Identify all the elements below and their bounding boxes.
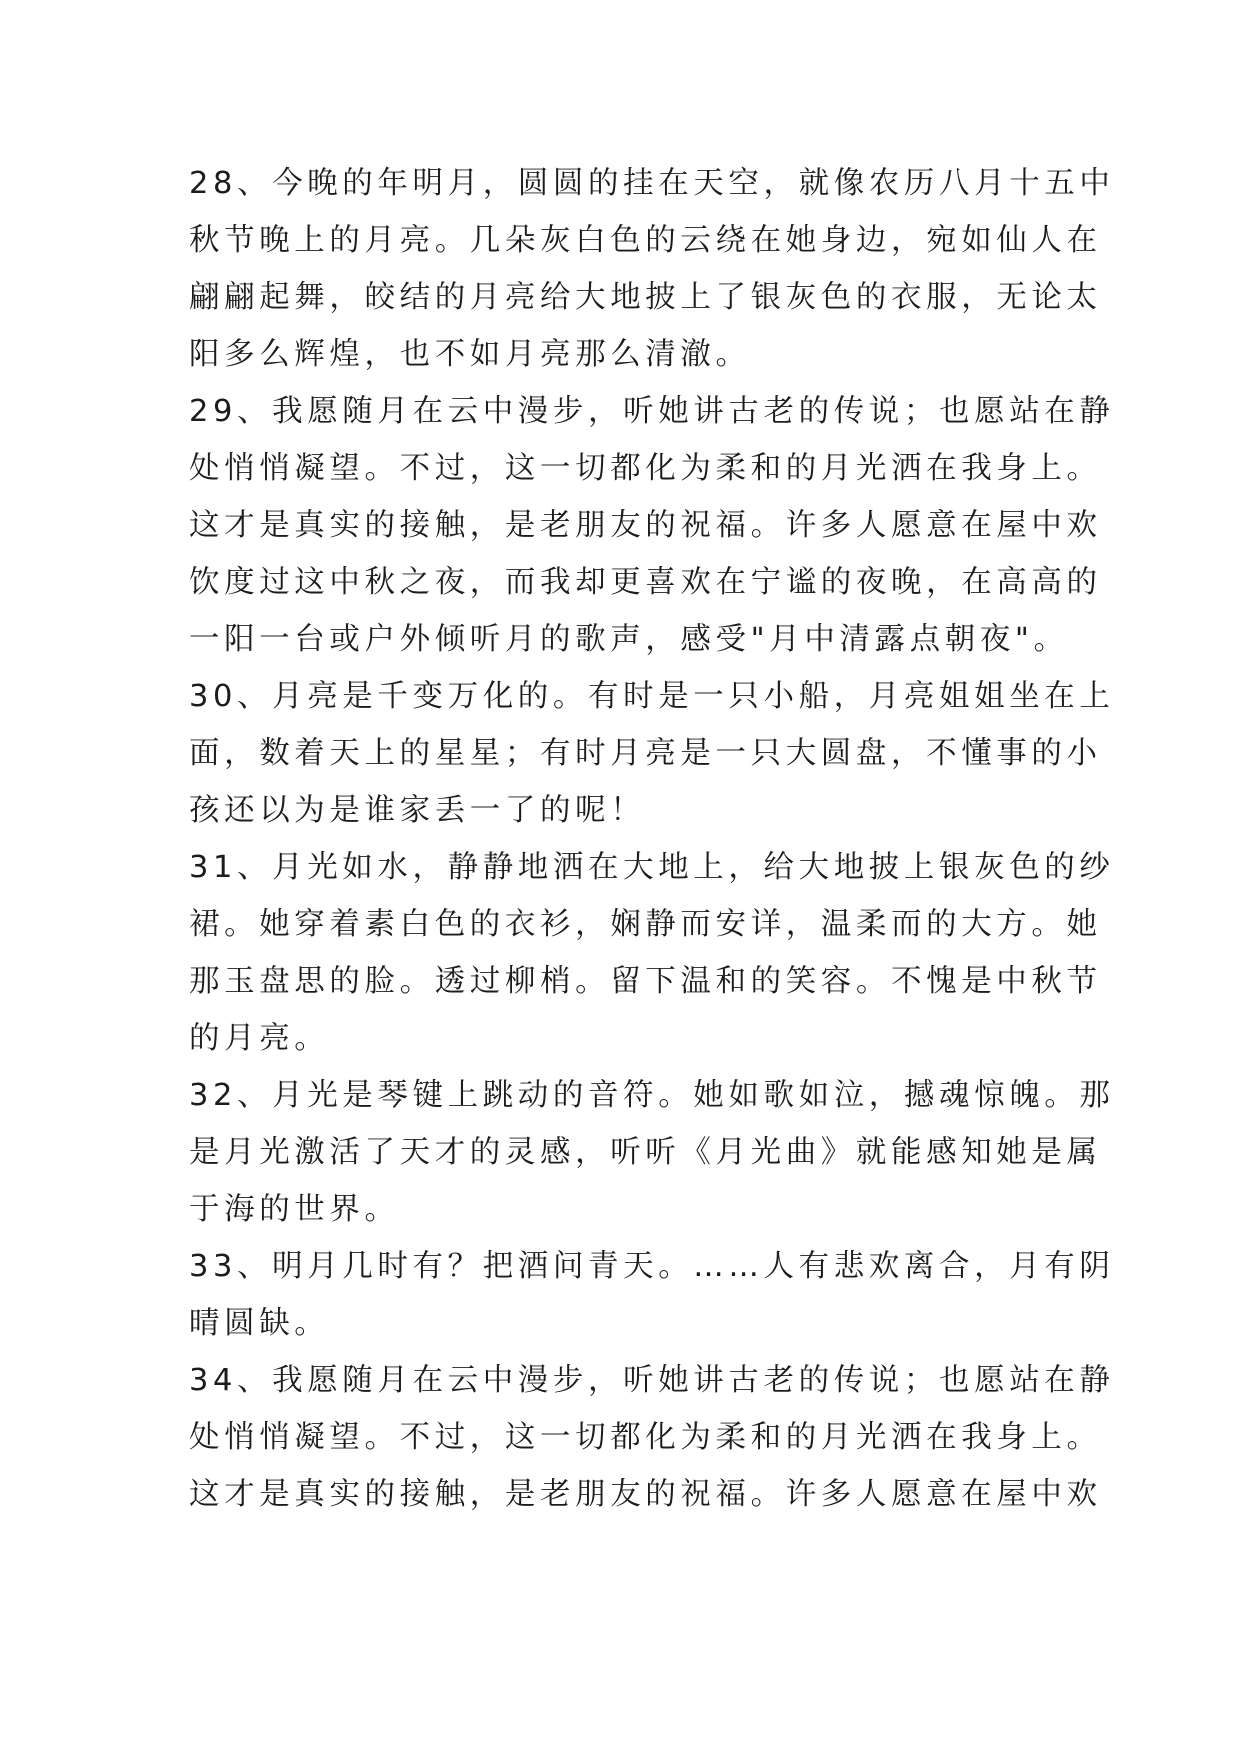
text-line: 晴圆缺。 — [189, 1306, 330, 1341]
text-line: 饮度过这中秋之夜，而我却更喜欢在宁谧的夜晚，在高高的 — [189, 565, 1102, 600]
text-line: 这才是真实的接触，是老朋友的祝福。许多人愿意在屋中欢 — [189, 1477, 1102, 1512]
text-line: 32、月光是琴键上跳动的音符。她如歌如泣，撼魂惊魄。那 — [189, 1078, 1115, 1113]
text-line: 阳多么辉煌，也不如月亮那么清澈。 — [189, 337, 751, 372]
text-line: 一阳一台或户外倾听月的歌声，感受"月中清露点朝夜"。 — [189, 622, 1069, 657]
text-line: 那玉盘思的脸。透过柳梢。留下温和的笑容。不愧是中秋节 — [189, 964, 1102, 999]
text-line: 这才是真实的接触，是老朋友的祝福。许多人愿意在屋中欢 — [189, 508, 1102, 543]
text-line: 处悄悄凝望。不过，这一切都化为柔和的月光洒在我身上。 — [189, 1420, 1102, 1455]
text-line: 是月光激活了天才的灵感，听听《月光曲》就能感知她是属 — [189, 1135, 1102, 1170]
text-line: 于海的世界。 — [189, 1192, 400, 1227]
text-line: 30、月亮是千变万化的。有时是一只小船，月亮姐姐坐在上 — [189, 679, 1115, 714]
text-line: 面，数着天上的星星；有时月亮是一只大圆盘，不懂事的小 — [189, 736, 1102, 771]
text-line: 处悄悄凝望。不过，这一切都化为柔和的月光洒在我身上。 — [189, 451, 1102, 486]
text-line: 33、明月几时有？把酒问青天。……人有悲欢离合，月有阴 — [189, 1249, 1115, 1284]
text-line: 29、我愿随月在云中漫步，听她讲古老的传说；也愿站在静 — [189, 394, 1115, 429]
text-line: 31、月光如水，静静地洒在大地上，给大地披上银灰色的纱 — [189, 850, 1115, 885]
text-line: 裙。她穿着素白色的衣衫，娴静而安详，温柔而的大方。她 — [189, 907, 1102, 942]
text-line: 28、今晚的年明月，圆圆的挂在天空，就像农历八月十五中 — [189, 166, 1115, 201]
text-line: 孩还以为是谁家丢一了的呢！ — [189, 793, 646, 828]
text-line: 秋节晚上的月亮。几朵灰白色的云绕在她身边，宛如仙人在 — [189, 223, 1102, 258]
text-line: 翩翩起舞，皎结的月亮给大地披上了银灰色的衣服，无论太 — [189, 280, 1102, 315]
text-line: 的月亮。 — [189, 1021, 330, 1056]
text-line: 34、我愿随月在云中漫步，听她讲古老的传说；也愿站在静 — [189, 1363, 1115, 1398]
